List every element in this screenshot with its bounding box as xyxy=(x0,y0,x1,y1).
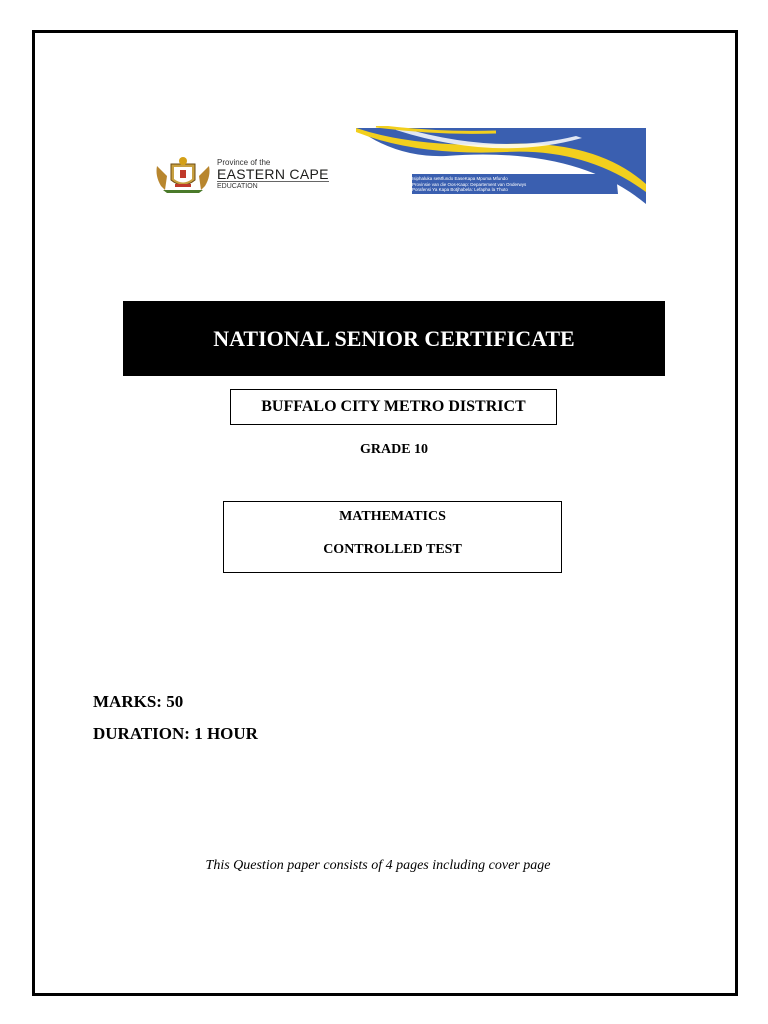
banner-line-2: Provinsie van die Oos-Kaap: Departement van Onderwys xyxy=(412,181,527,187)
logo-dept-label: EDUCATION xyxy=(217,183,258,190)
logo-text xyxy=(217,158,329,191)
district-box xyxy=(230,389,557,425)
page-count-note: This Question paper consists of 4 pages including cover page xyxy=(205,858,551,873)
banner-line-3: Porafensi Ya Kapa Botjhabela: Lefapha la Thuto xyxy=(412,187,508,192)
certificate-title: NATIONAL SENIOR CERTIFICATE xyxy=(213,325,575,351)
banner-line-1: Isiphaluka seMfundo EaseKapa Mpuma Mfundo xyxy=(412,176,508,181)
test-type: CONTROLLED TEST xyxy=(323,542,462,557)
department-banner xyxy=(356,126,648,206)
grade-label: GRADE 10 xyxy=(359,442,429,457)
subject-name: MATHEMATICS xyxy=(339,509,446,524)
coat-of-arms-icon xyxy=(153,156,213,194)
banner-caption xyxy=(412,176,642,193)
logo-name-label: EASTERN CAPE xyxy=(217,166,329,182)
subject-box xyxy=(223,501,562,573)
marks-label: MARKS: 50 xyxy=(93,692,184,711)
certificate-title-bar xyxy=(123,301,665,376)
logo-province-label: Province of the xyxy=(217,158,271,167)
eastern-cape-education-logo xyxy=(153,156,333,196)
district-label: BUFFALO CITY METRO DISTRICT xyxy=(261,398,526,415)
duration-label: DURATION: 1 HOUR xyxy=(93,724,258,743)
